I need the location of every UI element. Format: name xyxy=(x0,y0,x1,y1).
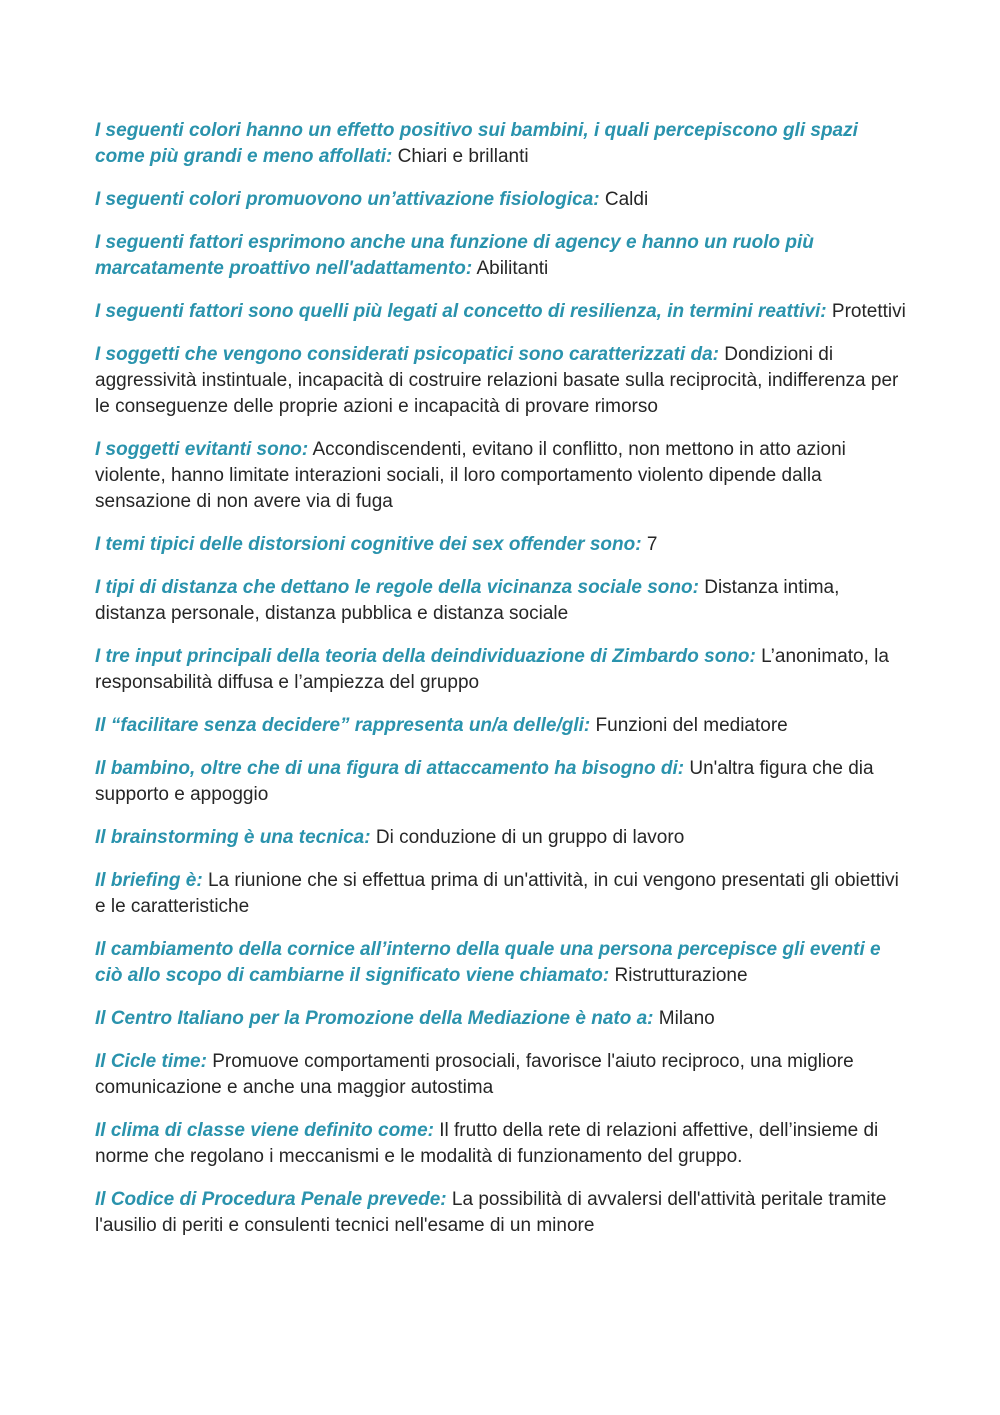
question-text: Il cambiamento della cornice all’interno della quale una persona percepisce gli eventi e ciò allo scopo di cambiarne il significato viene chiamato: xyxy=(95,939,881,986)
answer-text: Di conduzione di un gruppo di lavoro xyxy=(375,827,685,848)
question-text: Il brainstorming è una tecnica: xyxy=(95,827,371,848)
qa-item xyxy=(95,937,910,989)
qa-item xyxy=(95,575,910,627)
question-text: Il bambino, oltre che di una figura di attaccamento ha bisogno di: xyxy=(95,758,685,779)
answer-text: Chiari e brillanti xyxy=(397,146,529,167)
qa-item xyxy=(95,299,910,325)
qa-item xyxy=(95,1049,910,1101)
qa-list xyxy=(95,118,910,1256)
question-text: Il briefing è: xyxy=(95,870,203,891)
question-text: Il Codice di Procedura Penale prevede: xyxy=(95,1189,447,1210)
answer-text: La possibilità di avvalersi dell'attività peritale tramite l'ausilio di periti e consulenti tecnici nell'esame di un minore xyxy=(95,1189,887,1236)
answer-text: Funzioni del mediatore xyxy=(595,715,788,736)
qa-item xyxy=(95,342,910,420)
answer-text: Abilitanti xyxy=(476,258,549,279)
answer-text: Promuove comportamenti prosociali, favorisce l'aiuto reciproco, una migliore comunicazione e anche una maggior autostima xyxy=(95,1051,854,1098)
question-text: Il “facilitare senza decidere” rappresenta un/a delle/gli: xyxy=(95,715,591,736)
question-text: I tre input principali della teoria della deindividuazione di Zimbardo sono: xyxy=(95,646,756,667)
question-text: I soggetti evitanti sono: xyxy=(95,439,309,460)
qa-item xyxy=(95,825,910,851)
question-text: I temi tipici delle distorsioni cognitive dei sex offender sono: xyxy=(95,534,642,555)
answer-text: L’anonimato, la responsabilità diffusa e l’ampiezza del gruppo xyxy=(95,646,889,693)
qa-item xyxy=(95,1187,910,1239)
answer-text: Distanza intima, distanza personale, distanza pubblica e distanza sociale xyxy=(95,577,840,624)
answer-text: Il frutto della rete di relazioni affettive, dell’insieme di norme che regolano i meccanismi e le modalità di funzionamento del gruppo. xyxy=(95,1120,879,1167)
qa-item xyxy=(95,532,910,558)
qa-item xyxy=(95,230,910,282)
question-text: Il Cicle time: xyxy=(95,1051,207,1072)
question-text: Il Centro Italiano per la Promozione della Mediazione è nato a: xyxy=(95,1008,654,1029)
qa-item xyxy=(95,118,910,170)
answer-text: Dondizioni di aggressività instintuale, incapacità di costruire relazioni basate sulla reciprocità, indifferenza per le conseguenze delle proprie azioni e incapacità di provare rimorso xyxy=(95,344,899,417)
qa-item xyxy=(95,1006,910,1032)
answer-text: Un'altra figura che dia supporto e appoggio xyxy=(95,758,874,805)
qa-item xyxy=(95,713,910,739)
question-text: I seguenti colori promuovono un’attivazione fisiologica: xyxy=(95,189,600,210)
qa-item xyxy=(95,187,910,213)
answer-text: Milano xyxy=(658,1008,715,1029)
qa-item xyxy=(95,437,910,515)
question-text: I seguenti fattori esprimono anche una funzione di agency e hanno un ruolo più marcatamente proattivo nell'adattamento: xyxy=(95,232,814,279)
answer-text: La riunione che si effettua prima di un'attività, in cui vengono presentati gli obiettivi e le caratteristiche xyxy=(95,870,899,917)
question-text: I seguenti colori hanno un effetto positivo sui bambini, i quali percepiscono gli spazi come più grandi e meno affollati: xyxy=(95,120,858,167)
question-text: I seguenti fattori sono quelli più legati al concetto di resilienza, in termini reattivi: xyxy=(95,301,827,322)
qa-item xyxy=(95,644,910,696)
qa-item xyxy=(95,868,910,920)
question-text: Il clima di classe viene definito come: xyxy=(95,1120,434,1141)
question-text: I soggetti che vengono considerati psicopatici sono caratterizzati da: xyxy=(95,344,719,365)
answer-text: 7 xyxy=(646,534,658,555)
answer-text: Ristrutturazione xyxy=(614,965,748,986)
answer-text: Accondiscendenti, evitano il conflitto, non mettono in atto azioni violente, hanno limitate interazioni sociali, il loro comportamento violento dipende dalla sensazione di non avere via di fuga xyxy=(95,439,846,512)
qa-item xyxy=(95,756,910,808)
question-text: I tipi di distanza che dettano le regole della vicinanza sociale sono: xyxy=(95,577,699,598)
answer-text: Protettivi xyxy=(831,301,906,322)
answer-text: Caldi xyxy=(604,189,649,210)
qa-item xyxy=(95,1118,910,1170)
